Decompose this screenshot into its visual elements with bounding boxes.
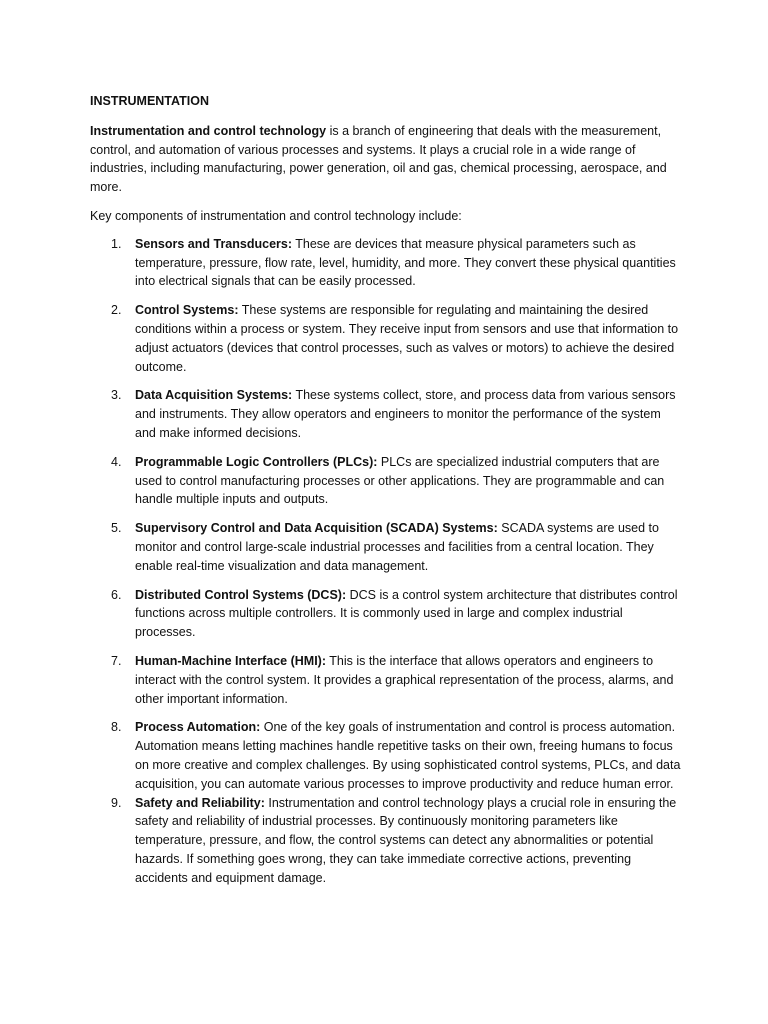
list-item-number: 5. [111,521,122,536]
list-item [90,453,682,509]
list-item-text: These systems are responsible for regulating and maintaining the desired conditions within a process or system. They receive input from sensors and use that information to adjust actuators (devices that control processes, such as valves or motors) to achieve the desired outcome. [135,303,679,374]
lead-paragraph: Key components of instrumentation and control technology include: [90,208,462,223]
list-item-text: PLCs are specialized industrial computers that are used to control manufacturing processes or other applications. They are programmable and can handle multiple inputs and outputs. [135,454,665,507]
list-item-text: This is the interface that allows operators and engineers to interact with the control system. It provides a graphical representation of the process, alarms, and other important information. [135,653,674,706]
list-item-number: 7. [111,653,122,668]
document-title: INSTRUMENTATION [90,94,209,108]
list-item [90,301,682,376]
list-item-number: 2. [111,303,122,318]
intro-bold-term: Instrumentation and control technology [90,123,327,138]
list-item-number: 1. [111,236,122,251]
list-item [90,586,682,642]
list-item [90,652,682,708]
list-item-number: 4. [111,454,122,469]
list-item-text: Instrumentation and control technology plays a crucial role in ensuring the safety and reliability of industrial processes. By continuously monitoring parameters like temperature, pressure, and flow, the control systems can detect any abnormalities or potential hazards. If something goes wrong, they can take immediate corrective actions, preventing accidents and equipment damage. [135,795,677,885]
list-item-term: Distributed Control Systems (DCS): [135,587,347,602]
document-page [90,92,682,887]
intro-paragraph [90,122,682,197]
list-item [90,519,682,575]
list-item-text: One of the key goals of instrumentation and control is process automation. Automation means letting machines handle repetitive tasks on their own, freeing humans to focus on more creative and complex challenges. By using sophisticated control systems, PLCs, and data acquisition, you can automate various processes to improve productivity and reduce human error. [135,720,681,791]
intro-text: is a branch of engineering that deals with the measurement, control, and automation of various processes and systems. It plays a crucial role in a wide range of industries, including manufacturing, power generation, oil and gas, chemical processing, aerospace, and more. [90,123,667,195]
list-item-term: Sensors and Transducers: [135,236,293,251]
component-list [90,235,682,888]
list-item-text: DCS is a control system architecture that distributes control functions across multiple controllers. It is commonly used in large and complex industrial processes. [135,587,678,640]
list-item-number: 6. [111,587,122,602]
list-item-number: 3. [111,388,122,403]
list-item-text: SCADA systems are used to monitor and control large-scale industrial processes and facilities from a central location. They enable real-time visualization and data management. [135,521,659,573]
list-item-term: Human-Machine Interface (HMI): [135,653,326,668]
list-item-term: Safety and Reliability: [135,795,265,810]
list-item [90,235,682,291]
list-item-term: Data Acquisition Systems: [135,388,293,403]
list-item [90,794,682,888]
list-item-term: Control Systems: [135,303,239,318]
list-item-text: These are devices that measure physical parameters such as temperature, pressure, flow rate, level, humidity, and more. They convert these physical quantities into electrical signals that can be easily processed. [135,236,676,289]
list-item-term: Process Automation: [135,720,261,735]
list-item-number: 8. [111,720,122,735]
list-item-term: Supervisory Control and Data Acquisition (SCADA) Systems: [135,521,498,536]
list-item-number: 9. [111,795,122,810]
list-item-term: Programmable Logic Controllers (PLCs): [135,454,378,469]
list-item [90,386,682,442]
list-item-text: These systems collect, store, and process data from various sensors and instruments. They allow operators and engineers to monitor the performance of the system and make informed decisions. [135,388,676,440]
list-item [90,718,682,793]
